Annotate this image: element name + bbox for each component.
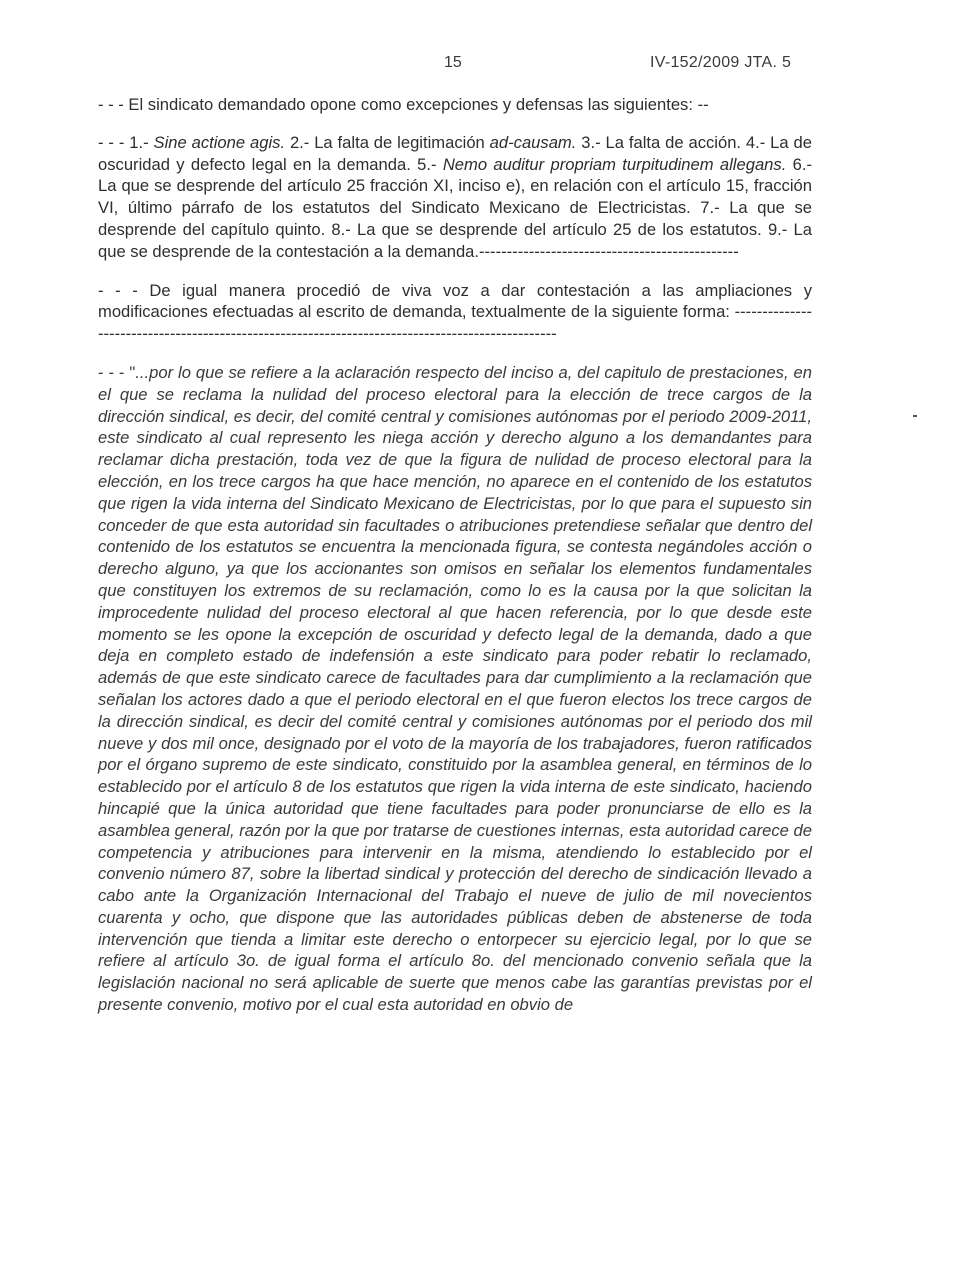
case-number: IV-152/2009 JTA. 5 xyxy=(650,54,792,71)
document-body xyxy=(98,94,812,1016)
page-number: 15 xyxy=(444,54,462,71)
paragraph-quoted-response xyxy=(98,362,812,1016)
page-header xyxy=(0,54,980,76)
defenses-text: - - - 1.- xyxy=(98,132,154,152)
latin-term: Sine actione agis. xyxy=(153,132,286,152)
paragraph-defenses-list xyxy=(98,132,812,263)
defenses-text: 3.- La falta de acción. 4.- La de oscuridad y defecto legal en la demanda. 5.- xyxy=(98,132,812,174)
paragraph-response-intro: - - - De igual manera procedió de viva voz a dar contestación a las ampliaciones y modificaciones efectuadas al escrito de demanda, textualmente de la siguiente forma: ------------------------------------------------------------------------------------------------- xyxy=(98,280,812,344)
scan-mark xyxy=(913,415,917,417)
latin-term: ad-causam. xyxy=(489,132,577,152)
defenses-text: 2.- La falta de legitimación xyxy=(285,132,490,152)
quote-prefix: - - - " xyxy=(98,362,136,382)
defenses-text: 6.- La que se desprende del artículo 25 fracción XI, inciso e), en relación con el artículo 15, fracción VI, último párrafo de los estatutos del Sindicato Mexicano de Electricistas. 7.- La que se desprende del capítulo quinto. 8.- La que se desprende del artículo 25 de los estatutos. 9.- La que se desprende de la contestación a la demanda.----------------------------------------------- xyxy=(98,154,812,261)
paragraph-defenses-intro: - - - El sindicato demandado opone como excepciones y defensas las siguientes: -- xyxy=(98,95,709,114)
quoted-text: ...por lo que se refiere a la aclaración respecto del inciso a, del capitulo de prestaciones, en el que se reclama la nulidad del proceso electoral para la elección de trece cargos de la dirección sindical, es decir, del comité central y comisiones autónomas por el periodo 2009-2011, este sindicato al cual represento les niega acción y derecho alguno a los demandantes para reclamar dicha prestación, toda vez de que la figura de nulidad de proceso electoral para la elección, en los trece cargos ha que hace mención, no aparece en el contenido de los estatutos que rigen la vida interna del Sindicato Mexicano de Electricistas, por lo que para el supuesto sin conceder de que esta autoridad sin facultades o atribuciones pretendiese señalar que dentro del contenido de los estatutos se encuentra la mencionada figura, se contesta negándoles acción o derecho alguno, ya que los accionantes son omisos en señalar los elementos fundamentales que constituyen los extremos de su reclamación, como lo es la causa por la que solicitan la improcedente nulidad del proceso electoral al que hacen referencia, por lo que desde este momento se les opone la excepción de oscuridad y defecto legal de la demanda, dado a que deja en completo estado de indefensión a este sindicato para poder rebatir lo reclamado, además de que este sindicato carece de facultades para dar cumplimiento a la reclamación que señalan los actores dado a que el periodo electoral en el que fueron electos los trece cargos de la dirección sindical, es decir del comité central y comisiones autónomas por el periodo dos mil nueve y dos mil once, designado por el voto de la mayoría de los trabajadores, fueron ratificados por el órgano supremo de este sindicato, constituido por la asamblea general, en términos de lo establecido por el artículo 8 de los estatutos que rigen la vida interna de este sindicato, haciendo hincapié que la única autoridad que tiene facultades para poder pronunciarse de ello es la asamblea general, razón por la que por tratarse de cuestiones internas, esta autoridad carece de competencia y atribuciones para intervenir en la misma, atendiendo lo establecido por el convenio número 87, sobre la libertad sindical y protección del derecho de sindicación llevado a cabo ante la Organización Internacional del Trabajo el nueve de julio de mil novecientos cuarenta y ocho, que dispone que las autoridades públicas deben de abstenerse de toda intervención que tienda a limitar este derecho o entorpecer su ejercicio legal, por lo que se refiere al artículo 3o. de igual forma el artículo 8o. del mencionado convenio señala que la legislación nacional no será aplicable de suerte que menos cabe las garantías previstas por el presente convenio, motivo por el cual esta autoridad en obvio de xyxy=(98,362,812,1015)
latin-term: Nemo auditur propriam turpitudinem allegans. xyxy=(442,154,787,174)
